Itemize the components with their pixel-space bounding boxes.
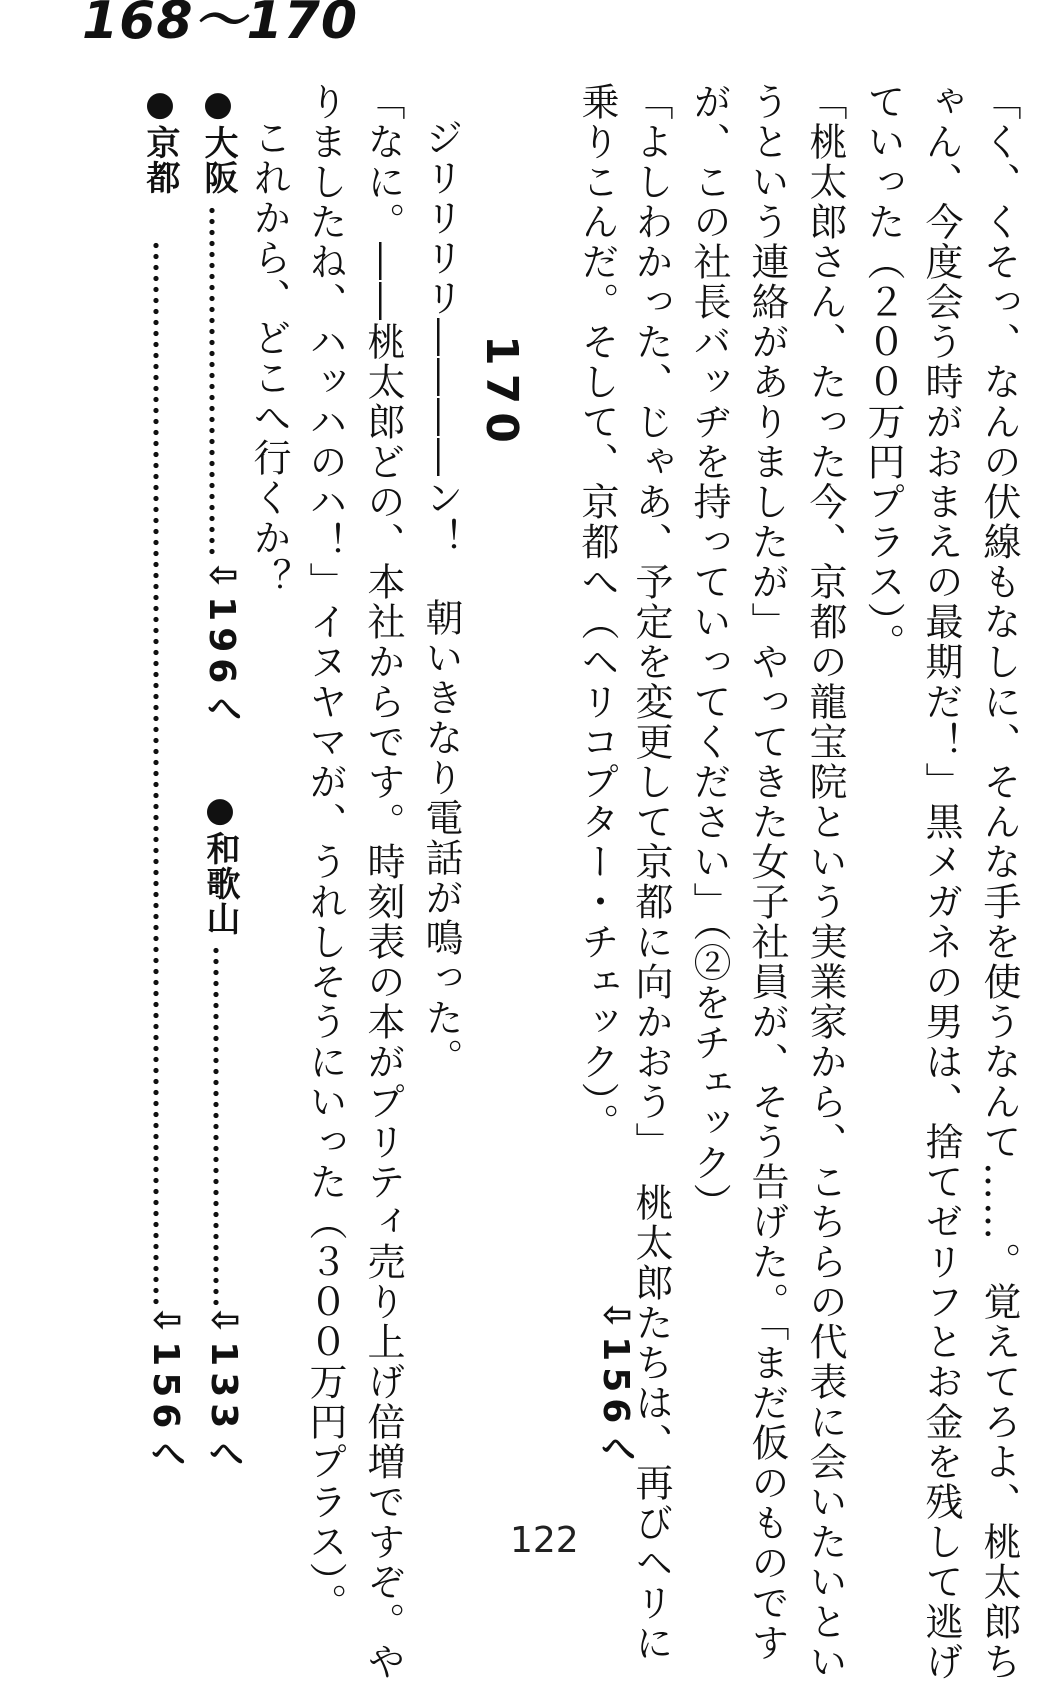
choice-label: ●大阪: [198, 84, 238, 195]
text-column: 「桃太郎さん、たった今、京都の龍宝院という実業家から、こちらの代表に会いたいとい: [803, 82, 847, 1682]
text-column: ゃん、今度会う時がおまえの最期だ！」黒メガネの男は、捨てゼリフとお金を残して逃げ: [919, 82, 963, 1682]
goto-arrow-133: ⇩133へ: [203, 1305, 244, 1477]
text-column: うという連絡がありましたが」やってきた女子社員が、そう告げた。「まだ仮のものです: [745, 82, 789, 1663]
section-number-170: 170: [476, 335, 527, 451]
goto-arrow-196: ⇩196へ: [201, 560, 242, 732]
text-column: 「く、くそっ、なんの伏線もなしに、そんな手を使うなんて……。覚えてろよ、桃太郎ち: [977, 82, 1021, 1682]
dotted-leader: [212, 945, 220, 1305]
goto-arrow-156: ⇩156へ: [595, 1300, 636, 1472]
page-header-range: 168〜170: [82, 0, 359, 51]
text-column: 「よしわかった、じゃあ、予定を変更して京都に向かおう」 桃太郎たちは、再びヘリに: [629, 82, 673, 1663]
dotted-leader: [152, 240, 160, 1305]
choice-label: ●和歌山: [200, 790, 240, 936]
text-column: 乗りこんだ。そして、京都へ（ヘリコプター・チェック）。: [575, 82, 619, 1143]
text-column: りましたね、ハッハのハ！」イヌヤマが、うれしそうにいった（３００万円プラス）。: [303, 82, 347, 1623]
goto-arrow-156: ⇩156へ: [145, 1305, 186, 1477]
text-column: ていった（２００万円プラス）。: [861, 82, 905, 663]
text-column: ジリリリリ――――ン！ 朝いきなり電話が鳴った。: [419, 118, 463, 1078]
text-column: 「なに。――桃太郎どの、本社からです。時刻表の本がプリティ売り上げ倍増ですぞ。や: [361, 82, 405, 1682]
dotted-leader: [208, 205, 216, 560]
text-column: これから、どこへ行くか？: [247, 118, 291, 598]
page-number: 122: [510, 1520, 579, 1561]
choice-label: ●京都: [140, 84, 180, 195]
text-column: が、この社長バッヂを持っていってください」（②をチェック）: [687, 82, 731, 1223]
